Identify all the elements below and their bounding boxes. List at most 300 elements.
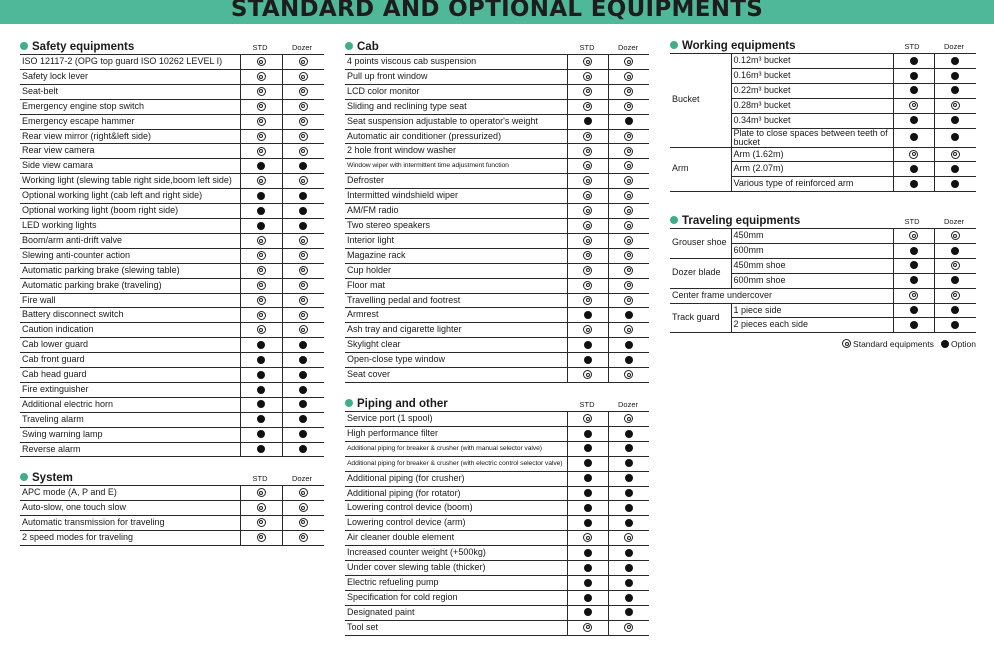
std-symbol-icon xyxy=(583,325,592,334)
dozer-cell xyxy=(608,218,649,233)
dozer-cell xyxy=(608,441,649,456)
std-symbol-icon xyxy=(299,503,308,512)
std-symbol-icon xyxy=(624,370,633,379)
table-row xyxy=(20,129,324,144)
std-symbol-icon xyxy=(583,176,592,185)
dozer-cell xyxy=(282,353,324,368)
std-symbol-icon xyxy=(624,266,633,275)
dozer-cell xyxy=(608,189,649,204)
option-dot-icon xyxy=(951,57,959,65)
std-symbol-icon xyxy=(299,533,308,542)
item-name: Additional piping (for crusher) xyxy=(345,471,567,486)
traveling-header xyxy=(670,214,976,228)
section-title: Safety equipments xyxy=(20,40,134,54)
std-column-header: STD xyxy=(904,42,920,51)
option-dot-icon xyxy=(625,489,633,497)
option-dot-icon xyxy=(951,180,959,188)
std-cell xyxy=(240,308,282,323)
std-cell xyxy=(240,263,282,278)
dozer-cell xyxy=(934,258,976,273)
std-symbol-icon xyxy=(583,251,592,260)
item-name: Additional piping for breaker & crusher (with manual selector valve) xyxy=(345,441,567,456)
std-cell xyxy=(893,288,934,303)
dozer-cell xyxy=(934,162,976,177)
dozer-cell xyxy=(608,323,649,338)
std-cell xyxy=(893,83,934,98)
std-cell xyxy=(240,69,282,84)
dozer-column-header: Dozer xyxy=(291,43,312,52)
option-dot-icon xyxy=(257,162,265,170)
std-symbol-icon xyxy=(583,623,592,632)
std-cell xyxy=(240,159,282,174)
dozer-cell xyxy=(282,323,324,338)
item-name: Center frame undercover xyxy=(670,288,893,303)
std-column-header: STD xyxy=(579,43,595,52)
std-symbol-icon xyxy=(299,325,308,334)
section-title: System xyxy=(20,471,73,485)
dozer-cell xyxy=(608,531,649,546)
table-row xyxy=(345,516,649,531)
dozer-cell xyxy=(934,243,976,258)
table-row xyxy=(345,204,649,219)
item-name: Armrest xyxy=(345,308,567,323)
dozer-cell xyxy=(282,218,324,233)
table-row xyxy=(345,293,649,308)
cab-table xyxy=(345,54,649,383)
table-row xyxy=(345,99,649,114)
std-cell xyxy=(893,98,934,113)
dozer-cell xyxy=(282,248,324,263)
option-dot-icon xyxy=(299,356,307,364)
dozer-cell xyxy=(608,248,649,263)
std-cell xyxy=(240,174,282,189)
std-symbol-icon xyxy=(583,370,592,379)
std-cell xyxy=(240,189,282,204)
table-row xyxy=(345,323,649,338)
table-row xyxy=(345,114,649,129)
std-symbol-icon xyxy=(257,72,266,81)
option-dot-icon xyxy=(299,371,307,379)
std-symbol-icon xyxy=(299,102,308,111)
table-row xyxy=(345,561,649,576)
std-cell xyxy=(567,69,608,84)
option-dot-icon xyxy=(584,579,592,587)
item-name: Seat-belt xyxy=(20,84,240,99)
table-row xyxy=(345,218,649,233)
option-dot-icon xyxy=(910,86,918,94)
option-dot-icon xyxy=(584,474,592,482)
std-cell xyxy=(240,412,282,427)
std-cell xyxy=(893,303,934,318)
dozer-cell xyxy=(934,303,976,318)
option-dot-icon xyxy=(951,133,959,141)
std-cell xyxy=(240,338,282,353)
std-symbol-icon xyxy=(624,325,633,334)
option-dot-icon xyxy=(299,162,307,170)
dozer-cell xyxy=(282,382,324,397)
traveling-table xyxy=(670,228,976,333)
item-name: Cab lower guard xyxy=(20,338,240,353)
std-symbol-icon xyxy=(624,221,633,230)
legend-standard: Standard equipments xyxy=(853,339,934,349)
std-cell xyxy=(240,515,282,530)
table-row xyxy=(345,471,649,486)
item-name: Air cleaner double element xyxy=(345,531,567,546)
option-dot-icon xyxy=(910,247,918,255)
dozer-cell xyxy=(934,273,976,288)
std-symbol-icon xyxy=(299,57,308,66)
dozer-column-header: Dozer xyxy=(617,400,638,409)
table-row xyxy=(20,500,324,515)
dozer-cell xyxy=(608,114,649,129)
option-dot-icon xyxy=(941,340,949,348)
std-cell xyxy=(567,531,608,546)
item-name: Rear view camera xyxy=(20,144,240,159)
option-dot-icon xyxy=(299,400,307,408)
bullet-icon xyxy=(345,42,353,50)
std-cell xyxy=(893,147,934,162)
system-header xyxy=(20,471,324,485)
std-cell xyxy=(567,55,608,70)
option-dot-icon xyxy=(584,341,592,349)
std-symbol-icon xyxy=(583,87,592,96)
std-symbol-icon xyxy=(583,132,592,141)
std-symbol-icon xyxy=(624,191,633,200)
option-dot-icon xyxy=(584,311,592,319)
std-cell xyxy=(567,174,608,189)
std-cell xyxy=(567,516,608,531)
table-row xyxy=(20,368,324,383)
item-name: APC mode (A, P and E) xyxy=(20,486,240,501)
item-name: Under cover slewing table (thicker) xyxy=(345,561,567,576)
std-cell xyxy=(240,144,282,159)
table-row xyxy=(670,258,976,273)
cab-section xyxy=(345,40,649,383)
std-cell xyxy=(567,486,608,501)
option-dot-icon xyxy=(584,444,592,452)
option-dot-icon xyxy=(910,165,918,173)
std-symbol-icon xyxy=(257,325,266,334)
dozer-cell xyxy=(282,204,324,219)
dozer-cell xyxy=(608,561,649,576)
table-row xyxy=(345,278,649,293)
std-cell xyxy=(240,368,282,383)
table-row xyxy=(20,144,324,159)
option-dot-icon xyxy=(910,72,918,80)
std-cell xyxy=(893,128,934,147)
item-name: Emergency engine stop switch xyxy=(20,99,240,114)
std-cell xyxy=(893,318,934,333)
system-section xyxy=(20,471,324,546)
option-dot-icon xyxy=(257,222,265,230)
option-dot-icon xyxy=(951,86,959,94)
std-symbol-icon xyxy=(299,132,308,141)
item-name: Two stereo speakers xyxy=(345,218,567,233)
std-symbol-icon xyxy=(624,533,633,542)
std-symbol-icon xyxy=(951,150,960,159)
safety-section xyxy=(20,40,324,457)
item-name: Optional working light (cab left and right side) xyxy=(20,189,240,204)
option-dot-icon xyxy=(257,207,265,215)
item-name: 0.34m³ bucket xyxy=(731,113,893,128)
std-cell xyxy=(567,99,608,114)
std-symbol-icon xyxy=(299,236,308,245)
std-cell xyxy=(240,84,282,99)
std-cell xyxy=(567,84,608,99)
table-row xyxy=(345,368,649,383)
std-symbol-icon xyxy=(299,176,308,185)
dozer-cell xyxy=(934,113,976,128)
option-dot-icon xyxy=(625,311,633,319)
dozer-cell xyxy=(608,546,649,561)
dozer-cell xyxy=(608,204,649,219)
table-row xyxy=(670,54,976,69)
dozer-cell xyxy=(282,144,324,159)
std-cell xyxy=(567,129,608,144)
dozer-cell xyxy=(282,397,324,412)
item-name: 600mm xyxy=(731,243,893,258)
dozer-cell xyxy=(282,55,324,70)
dozer-cell xyxy=(608,368,649,383)
table-row xyxy=(20,84,324,99)
option-dot-icon xyxy=(625,594,633,602)
std-cell xyxy=(893,273,934,288)
option-dot-icon xyxy=(584,594,592,602)
std-symbol-icon xyxy=(583,206,592,215)
dozer-cell xyxy=(282,84,324,99)
std-symbol-icon xyxy=(257,518,266,527)
option-dot-icon xyxy=(584,549,592,557)
std-column-header: STD xyxy=(904,217,920,226)
option-dot-icon xyxy=(910,180,918,188)
option-dot-icon xyxy=(299,222,307,230)
option-dot-icon xyxy=(951,165,959,173)
table-row xyxy=(670,147,976,162)
item-name: Seat cover xyxy=(345,368,567,383)
std-cell xyxy=(567,248,608,263)
dozer-column-header: Dozer xyxy=(617,43,638,52)
item-name: Cab front guard xyxy=(20,353,240,368)
dozer-cell xyxy=(282,159,324,174)
item-name: Arm (2.07m) xyxy=(731,162,893,177)
item-name: Boom/arm anti-drift valve xyxy=(20,233,240,248)
std-cell xyxy=(240,218,282,233)
option-dot-icon xyxy=(910,306,918,314)
bullet-icon xyxy=(20,473,28,481)
dozer-cell xyxy=(282,368,324,383)
std-symbol-icon xyxy=(951,231,960,240)
dozer-cell xyxy=(608,471,649,486)
table-row xyxy=(20,382,324,397)
table-row xyxy=(20,486,324,501)
dozer-cell xyxy=(282,114,324,129)
std-cell xyxy=(567,546,608,561)
table-row xyxy=(345,531,649,546)
option-dot-icon xyxy=(257,371,265,379)
dozer-cell xyxy=(608,293,649,308)
std-cell xyxy=(893,229,934,244)
table-row xyxy=(20,293,324,308)
std-symbol-icon xyxy=(583,236,592,245)
std-cell xyxy=(567,620,608,635)
section-title: Working equipments xyxy=(670,39,796,53)
std-cell xyxy=(893,68,934,83)
option-dot-icon xyxy=(257,415,265,423)
std-cell xyxy=(240,500,282,515)
item-name: 0.22m³ bucket xyxy=(731,83,893,98)
item-name: 0.28m³ bucket xyxy=(731,98,893,113)
std-symbol-icon xyxy=(583,221,592,230)
option-dot-icon xyxy=(951,321,959,329)
item-name: LED working lights xyxy=(20,218,240,233)
option-dot-icon xyxy=(625,459,633,467)
std-symbol-icon xyxy=(909,150,918,159)
option-dot-icon xyxy=(299,192,307,200)
table-row xyxy=(20,204,324,219)
table-row xyxy=(20,338,324,353)
item-name: 0.12m³ bucket xyxy=(731,54,893,69)
item-name: Optional working light (boom right side) xyxy=(20,204,240,219)
table-row xyxy=(345,84,649,99)
section-title: Cab xyxy=(345,40,379,54)
dozer-cell xyxy=(608,590,649,605)
table-row xyxy=(20,99,324,114)
dozer-cell xyxy=(282,412,324,427)
option-dot-icon xyxy=(910,321,918,329)
std-cell xyxy=(567,471,608,486)
std-symbol-icon xyxy=(257,251,266,260)
option-dot-icon xyxy=(584,430,592,438)
std-symbol-icon xyxy=(299,117,308,126)
table-row xyxy=(20,427,324,442)
table-row xyxy=(345,590,649,605)
item-name: Arm (1.62m) xyxy=(731,147,893,162)
std-symbol-icon xyxy=(299,518,308,527)
option-dot-icon xyxy=(584,608,592,616)
item-name: 1 piece side xyxy=(731,303,893,318)
table-row xyxy=(345,248,649,263)
item-name: Specification for cold region xyxy=(345,590,567,605)
std-cell xyxy=(240,233,282,248)
dozer-cell xyxy=(608,412,649,427)
item-name: Magazine rack xyxy=(345,248,567,263)
std-cell xyxy=(567,204,608,219)
dozer-cell xyxy=(934,98,976,113)
std-symbol-icon xyxy=(624,87,633,96)
std-cell xyxy=(240,382,282,397)
item-name: Window wiper with intermittent time adjustment function xyxy=(345,159,567,174)
table-row xyxy=(345,546,649,561)
item-name: Increased counter weight (+500kg) xyxy=(345,546,567,561)
std-symbol-icon xyxy=(299,251,308,260)
std-cell xyxy=(567,308,608,323)
table-row xyxy=(20,412,324,427)
std-symbol-icon xyxy=(583,414,592,423)
std-cell xyxy=(567,114,608,129)
option-dot-icon xyxy=(625,579,633,587)
table-row xyxy=(20,174,324,189)
item-name: Sliding and reclining type seat xyxy=(345,99,567,114)
item-name: Seat suspension adjustable to operator's weight xyxy=(345,114,567,129)
std-cell xyxy=(893,113,934,128)
table-row xyxy=(345,620,649,635)
dozer-column-header: Dozer xyxy=(943,217,964,226)
std-symbol-icon xyxy=(624,206,633,215)
table-row xyxy=(345,129,649,144)
dozer-cell xyxy=(608,278,649,293)
std-cell xyxy=(567,233,608,248)
std-cell xyxy=(240,293,282,308)
item-name: Ash tray and cigarette lighter xyxy=(345,323,567,338)
std-symbol-icon xyxy=(257,488,266,497)
std-cell xyxy=(567,278,608,293)
working-section xyxy=(670,39,976,192)
option-dot-icon xyxy=(910,57,918,65)
table-row xyxy=(345,353,649,368)
std-symbol-icon xyxy=(257,296,266,305)
dozer-cell xyxy=(934,147,976,162)
std-symbol-icon xyxy=(624,161,633,170)
option-dot-icon xyxy=(951,72,959,80)
dozer-cell xyxy=(608,620,649,635)
dozer-cell xyxy=(934,177,976,192)
table-row xyxy=(20,233,324,248)
std-symbol-icon xyxy=(951,101,960,110)
table-row xyxy=(20,218,324,233)
dozer-cell xyxy=(608,501,649,516)
std-symbol-icon xyxy=(257,132,266,141)
table-row xyxy=(345,308,649,323)
table-row xyxy=(20,530,324,545)
std-symbol-icon xyxy=(257,266,266,275)
std-symbol-icon xyxy=(624,72,633,81)
option-dot-icon xyxy=(625,356,633,364)
item-name: Defroster xyxy=(345,174,567,189)
std-cell xyxy=(567,590,608,605)
legend-option: Option xyxy=(950,339,976,349)
std-cell xyxy=(240,55,282,70)
std-symbol-icon xyxy=(257,533,266,542)
std-symbol-icon xyxy=(299,147,308,156)
item-name: Automatic air conditioner (pressurized) xyxy=(345,129,567,144)
table-row xyxy=(345,426,649,441)
dozer-cell xyxy=(282,233,324,248)
dozer-cell xyxy=(282,263,324,278)
std-symbol-icon xyxy=(583,72,592,81)
section-title: Piping and other xyxy=(345,397,448,411)
item-name: Tool set xyxy=(345,620,567,635)
dozer-cell xyxy=(934,68,976,83)
dozer-cell xyxy=(282,278,324,293)
item-name: Rear view mirror (right&left side) xyxy=(20,129,240,144)
std-cell xyxy=(567,426,608,441)
std-symbol-icon xyxy=(951,291,960,300)
item-name: Fire wall xyxy=(20,293,240,308)
item-name: Various type of reinforced arm xyxy=(731,177,893,192)
std-cell xyxy=(240,486,282,501)
option-dot-icon xyxy=(584,459,592,467)
std-symbol-icon xyxy=(257,236,266,245)
std-symbol-icon xyxy=(624,623,633,632)
dozer-cell xyxy=(282,515,324,530)
option-dot-icon xyxy=(299,430,307,438)
std-cell xyxy=(567,501,608,516)
std-cell xyxy=(240,353,282,368)
item-name: ISO 12117-2 (OPG top guard ISO 10262 LEVEL I) xyxy=(20,55,240,70)
std-cell xyxy=(240,323,282,338)
item-name: Travelling pedal and footrest xyxy=(345,293,567,308)
option-dot-icon xyxy=(584,504,592,512)
